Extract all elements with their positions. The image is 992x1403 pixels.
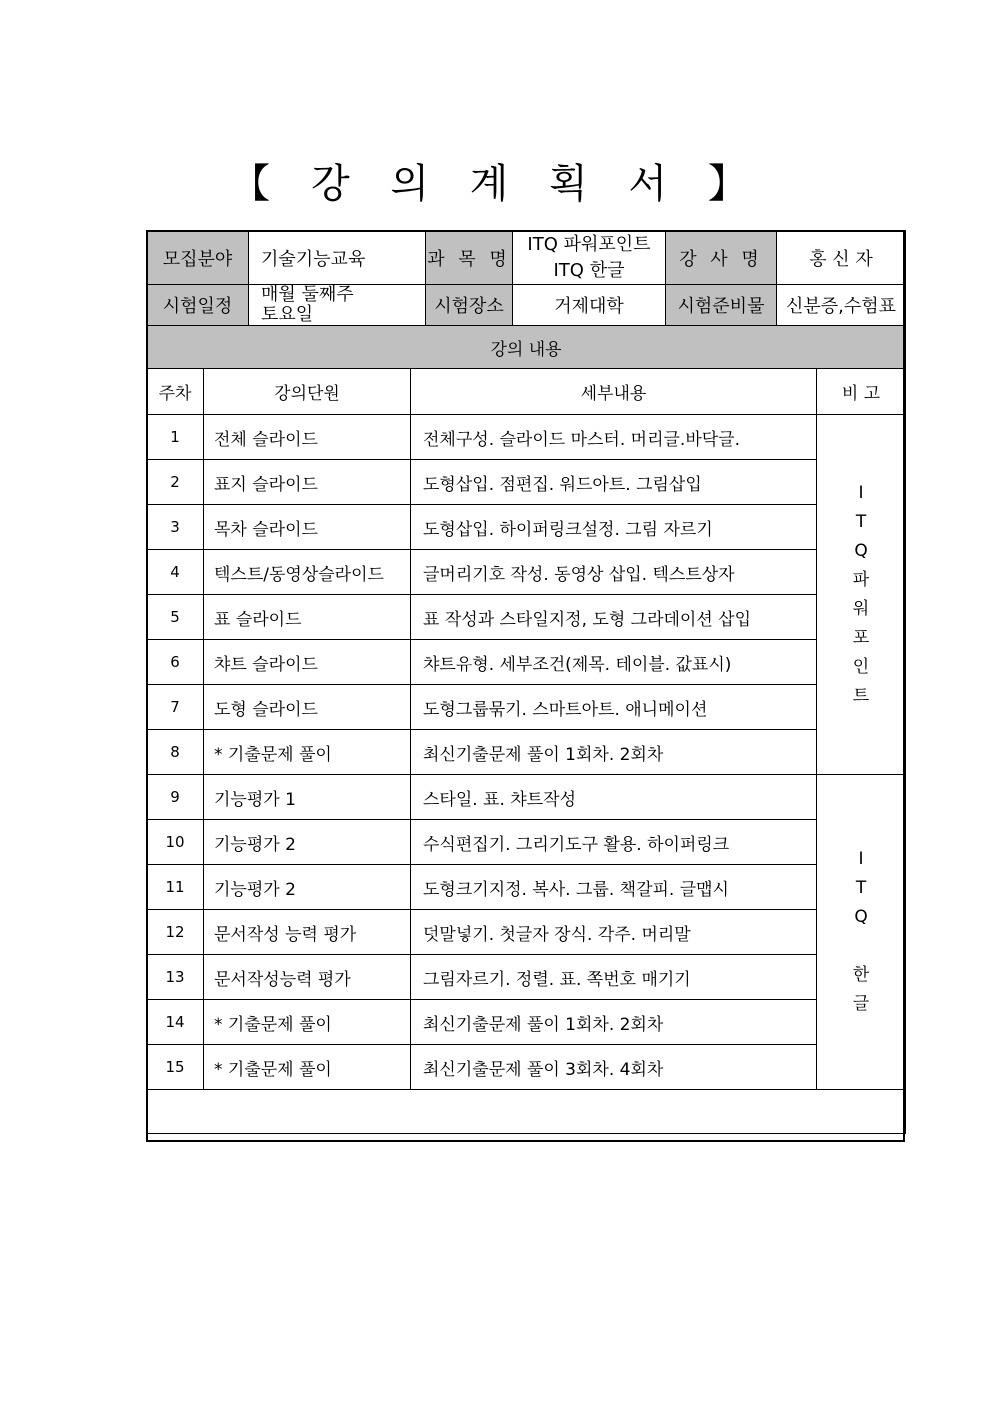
lecture-detail: 덧말넣기. 첫글자 장식. 각주. 머리말 bbox=[411, 910, 817, 955]
exam-prep-label: 시험준비물 bbox=[666, 285, 777, 326]
exam-date-line2: 토요일 bbox=[261, 304, 314, 325]
week-number: 1 bbox=[147, 415, 204, 460]
note-char: 워 bbox=[852, 598, 870, 619]
col-header-unit: 강의단원 bbox=[204, 369, 411, 415]
note-char: 글 bbox=[852, 994, 870, 1014]
table-row bbox=[147, 865, 906, 910]
lecture-table bbox=[146, 325, 906, 1134]
table-row bbox=[147, 595, 906, 640]
week-number: 14 bbox=[147, 1000, 204, 1045]
table-row bbox=[147, 640, 906, 685]
note-char: 포 bbox=[852, 627, 870, 648]
exam-place-label: 시험장소 bbox=[426, 285, 513, 326]
note-char: 인 bbox=[852, 656, 870, 677]
week-number: 5 bbox=[147, 595, 204, 640]
lecture-unit: 챠트 슬라이드 bbox=[204, 640, 411, 685]
table-row bbox=[147, 775, 906, 820]
week-number: 12 bbox=[147, 910, 204, 955]
note-char: 트 bbox=[852, 685, 870, 706]
note-char: 한 bbox=[852, 965, 870, 985]
note-char: I bbox=[858, 849, 864, 869]
header-table bbox=[146, 230, 906, 326]
col-header-week: 주차 bbox=[147, 369, 204, 415]
table-row bbox=[147, 685, 906, 730]
lecture-detail: 스타일. 표. 챠트작성 bbox=[411, 775, 817, 820]
lecture-detail: 수식편집기. 그리기도구 활용. 하이퍼링크 bbox=[411, 820, 817, 865]
week-number: 2 bbox=[147, 460, 204, 505]
col-header-note: 비 고 bbox=[817, 369, 906, 415]
lecture-detail: 도형그룹묶기. 스마트아트. 애니메이션 bbox=[411, 685, 817, 730]
note-char: I bbox=[858, 482, 864, 503]
lecture-detail: 최신기출문제 풀이 1회차. 2회차 bbox=[411, 1000, 817, 1045]
lecture-unit: 기능평가 1 bbox=[204, 775, 411, 820]
lecture-unit: 텍스트/동영상슬라이드 bbox=[204, 550, 411, 595]
week-number: 8 bbox=[147, 730, 204, 775]
week-number: 4 bbox=[147, 550, 204, 595]
lecture-detail: 그림자르기. 정렬. 표. 쪽번호 매기기 bbox=[411, 955, 817, 1000]
note-char: Q bbox=[854, 540, 868, 561]
table-row bbox=[147, 730, 906, 775]
lecture-detail: 글머리기호 작성. 동영상 삽입. 텍스트상자 bbox=[411, 550, 817, 595]
table-row bbox=[147, 415, 906, 460]
table-row bbox=[147, 910, 906, 955]
table-row bbox=[147, 955, 906, 1000]
recruit-field-value: 기술기능교육 bbox=[249, 231, 426, 285]
week-number: 7 bbox=[147, 685, 204, 730]
lecture-detail: 최신기출문제 풀이 3회차. 4회차 bbox=[411, 1045, 817, 1090]
table-row bbox=[147, 460, 906, 505]
lecture-detail: 최신기출문제 풀이 1회차. 2회차 bbox=[411, 730, 817, 775]
lecture-unit: 표지 슬라이드 bbox=[204, 460, 411, 505]
lecture-unit: 표 슬라이드 bbox=[204, 595, 411, 640]
week-number: 11 bbox=[147, 865, 204, 910]
table-row bbox=[147, 1000, 906, 1045]
lecture-detail: 표 작성과 스타일지정, 도형 그라데이션 삽입 bbox=[411, 595, 817, 640]
document-title: 【 강 의 계 획 서 】 bbox=[230, 161, 762, 207]
week-number: 10 bbox=[147, 820, 204, 865]
lecture-detail: 챠트유형. 세부조건(제목. 테이블. 값표시) bbox=[411, 640, 817, 685]
note-char: 파 bbox=[852, 569, 870, 590]
exam-date-line1: 매월 둘째주 bbox=[261, 284, 354, 305]
note-itq-hangul bbox=[817, 775, 906, 1090]
blank-footer-row bbox=[147, 1090, 906, 1134]
instructor-value: 홍 신 자 bbox=[777, 231, 906, 285]
course-name-line1: ITQ 파워포인트 bbox=[527, 233, 651, 255]
note-char: T bbox=[855, 511, 867, 532]
blank-cell bbox=[147, 1090, 906, 1134]
note-itq-powerpoint bbox=[817, 415, 906, 775]
recruit-field-label: 모집분야 bbox=[147, 231, 249, 285]
lecture-detail: 도형크기지정. 복사. 그룹. 책갈피. 글맵시 bbox=[411, 865, 817, 910]
table-row bbox=[147, 1045, 906, 1090]
exam-date-label: 시험일정 bbox=[147, 285, 249, 326]
week-number: 13 bbox=[147, 955, 204, 1000]
lecture-unit: 전체 슬라이드 bbox=[204, 415, 411, 460]
lecture-unit: * 기출문제 풀이 bbox=[204, 1045, 411, 1090]
lecture-unit: 목차 슬라이드 bbox=[204, 505, 411, 550]
week-number: 3 bbox=[147, 505, 204, 550]
exam-date-value bbox=[249, 285, 426, 326]
lecture-unit: * 기출문제 풀이 bbox=[204, 1000, 411, 1045]
col-header-detail: 세부내용 bbox=[411, 369, 817, 415]
lecture-unit: 문서작성 능력 평가 bbox=[204, 910, 411, 955]
week-number: 9 bbox=[147, 775, 204, 820]
course-name-line2: ITQ 한글 bbox=[553, 259, 625, 281]
section-title: 강의 내용 bbox=[147, 326, 906, 369]
instructor-label: 강 사 명 bbox=[666, 231, 777, 285]
vertical-note-text bbox=[853, 479, 869, 711]
table-row bbox=[147, 550, 906, 595]
exam-prep-value: 신분증,수험표 bbox=[777, 285, 906, 326]
lecture-detail: 도형삽입. 점편집. 워드아트. 그림삽입 bbox=[411, 460, 817, 505]
note-char: T bbox=[855, 878, 867, 898]
note-char: Q bbox=[854, 907, 868, 927]
lecture-unit: 기능평가 2 bbox=[204, 820, 411, 865]
week-number: 15 bbox=[147, 1045, 204, 1090]
table-row bbox=[147, 505, 906, 550]
note-char bbox=[853, 932, 869, 961]
week-number: 6 bbox=[147, 640, 204, 685]
lecture-unit: * 기출문제 풀이 bbox=[204, 730, 411, 775]
lecture-detail: 도형삽입. 하이퍼링크설정. 그림 자르기 bbox=[411, 505, 817, 550]
lecture-unit: 기능평가 2 bbox=[204, 865, 411, 910]
course-name-value bbox=[513, 231, 666, 285]
lecture-detail: 전체구성. 슬라이드 마스터. 머리글.바닥글. bbox=[411, 415, 817, 460]
vertical-note-text bbox=[853, 845, 869, 1019]
exam-place-value: 거제대학 bbox=[513, 285, 666, 326]
lecture-unit: 도형 슬라이드 bbox=[204, 685, 411, 730]
table-row bbox=[147, 820, 906, 865]
lecture-unit: 문서작성능력 평가 bbox=[204, 955, 411, 1000]
course-name-label: 과 목 명 bbox=[426, 231, 513, 285]
